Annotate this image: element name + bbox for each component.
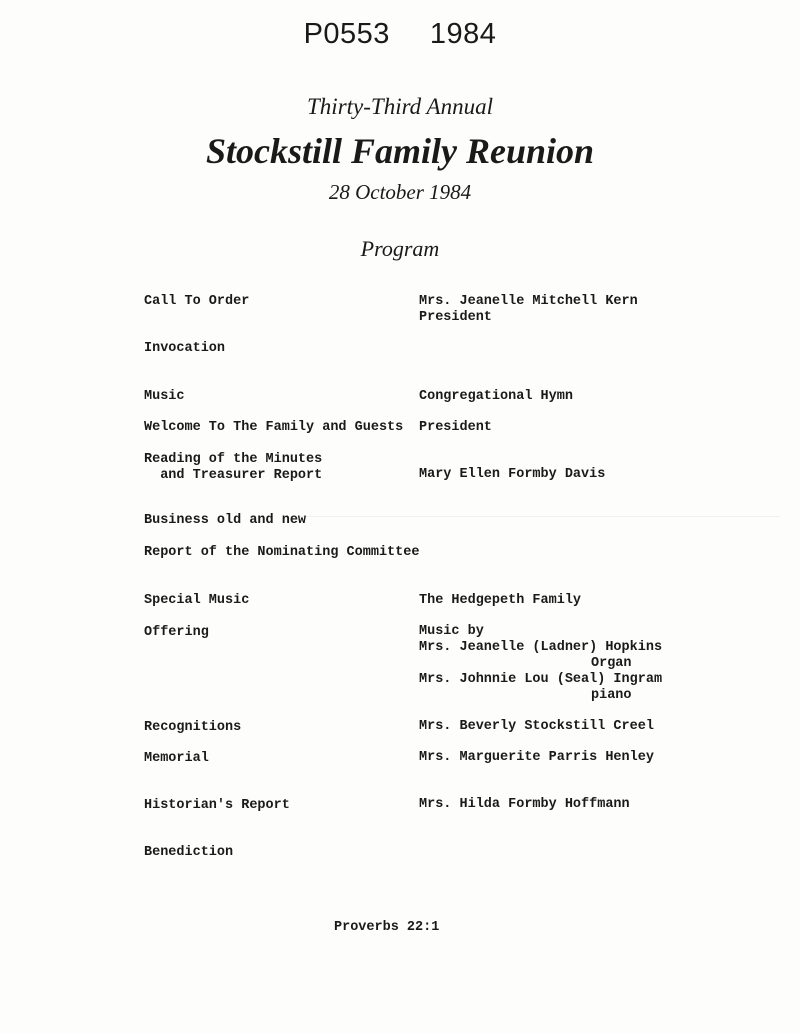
program-item-historian: Historian's Report	[144, 798, 290, 813]
program-item-music: Music	[144, 389, 185, 404]
program-item-memorial: Memorial	[144, 751, 209, 766]
program-person-offering: Music by	[419, 624, 484, 639]
program-item-offering: Offering	[144, 625, 209, 640]
program-person-memorial: Mrs. Marguerite Parris Henley	[419, 750, 654, 765]
program-person-offering-organist: Mrs. Jeanelle (Ladner) Hopkins	[419, 640, 663, 655]
document-id-header	[0, 18, 800, 51]
program-person-minutes: Mary Ellen Formby Davis	[419, 467, 606, 482]
program-item-benediction: Benediction	[144, 845, 234, 860]
document-id: P0553	[303, 18, 390, 50]
program-item-call-to-order: Call To Order	[144, 294, 250, 309]
reunion-title: Stockstill Family Reunion	[205, 131, 595, 171]
program-person-offering-organ: Organ	[591, 656, 632, 671]
program-item-welcome: Welcome To The Family and Guests	[144, 420, 404, 435]
program-item-minutes-line2: and Treasurer Report	[144, 468, 323, 483]
program-item-business: Business old and new	[144, 513, 307, 528]
program-item-special-music: Special Music	[144, 593, 250, 608]
program-role-call-to-order: President	[419, 310, 492, 325]
program-item-minutes: Reading of the Minutes	[144, 452, 323, 467]
program-person-offering-pianist: Mrs. Johnnie Lou (Seal) Ingram	[419, 672, 663, 687]
program-heading: Program	[360, 236, 440, 261]
program-person-recognitions: Mrs. Beverly Stockstill Creel	[419, 719, 654, 734]
program-item-recognitions: Recognitions	[144, 720, 242, 735]
document-year: 1984	[429, 18, 497, 50]
program-person-welcome: President	[419, 420, 492, 435]
program-person-special-music: The Hedgepeth Family	[419, 593, 582, 608]
program-item-nominating: Report of the Nominating Committee	[144, 545, 420, 560]
reunion-date: 28 October 1984	[328, 180, 472, 204]
program-person-call-to-order: Mrs. Jeanelle Mitchell Kern	[419, 294, 638, 309]
program-person-music: Congregational Hymn	[419, 389, 573, 404]
scan-artifact	[300, 516, 780, 517]
program-person-offering-piano: piano	[591, 688, 632, 703]
scripture-reference: Proverbs 22:1	[334, 920, 440, 935]
reunion-subtitle: Thirty-Third Annual	[307, 94, 493, 119]
program-person-historian: Mrs. Hilda Formby Hoffmann	[419, 797, 630, 812]
program-item-invocation: Invocation	[144, 341, 226, 356]
